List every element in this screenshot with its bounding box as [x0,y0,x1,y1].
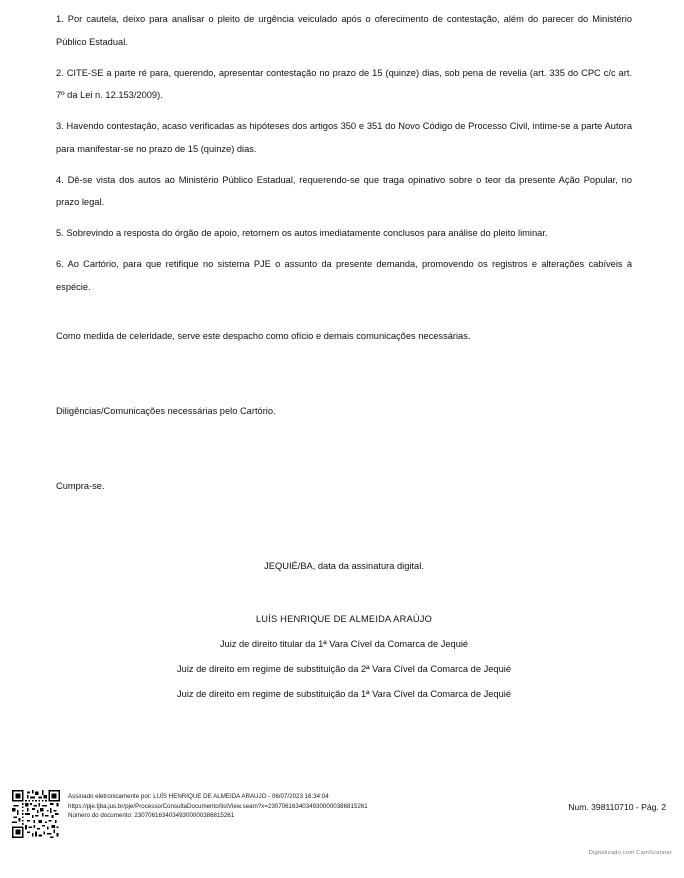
paragraph-3: 3. Havendo contestação, acaso verificadas as hipóteses dos artigos 350 e 351 do Novo Código de Processo Civil, intime-se a parte Autora para manifestar-se no prazo de 15 (quinze) dias. [56,121,632,154]
notice-celeridade: Como medida de celeridade, serve este despacho como ofício e demais comunicações necessárias. [56,331,471,341]
qr-code-icon [12,790,60,838]
paragraph-1: 1. Por cautela, deixo para analisar o pleito de urgência veiculado após o oferecimento de contestação, além do parecer do Ministério Público Estadual. [56,14,632,47]
paragraph-4: 4. Dê-se vista dos autos ao Ministério Público Estadual, requerendo-se que traga opinativo sobre o teor da presente Ação Popular, no prazo legal. [56,174,632,207]
paragraph-2: 2. CITE-SE a parte ré para, querendo, apresentar contestação no prazo de 15 (quinze) dias, sob pena de revelia (art. 335 do CPC c/c art. 7º da Lei n. 12.153/2009). [56,67,632,100]
notice-diligencias-block [56,404,632,418]
notice-cumprase-block [56,479,632,493]
footer-url[interactable]: https://pje.tjba.jus.br/pje/Processo/ConsultaDocumento/listView.seam?x=23070616340349300000386815261 [68,802,368,810]
signature-role-1: Juiz de direito titular da 1ª Vara Cível da Comarca de Jequié [219,639,469,649]
signature-role-3: Juiz de direito em regime de substituição da 1ª Vara Cível da Comarca de Jequié [177,689,511,699]
page-footer [0,790,684,878]
notice-diligencias: Diligências/Comunicações necessárias pelo Cartório. [56,406,276,416]
paragraph-5: 5. Sobrevindo a resposta do órgão de apoio, retornem os autos imediatamente conclusos para análise do pleito liminar. [56,228,548,238]
scanner-watermark: Digitalizado com CamScanner [588,850,672,856]
footer-page-number: Num. 398110710 - Pág. 2 [568,802,666,812]
place-date: JEQUIÉ/BA, data da assinatura digital. [264,561,424,571]
signature-block [56,607,632,707]
footer-signed-by: Assinado eletronicamente por: LUÍS HENRIQUE DE ALMEIDA ARAUJO - 06/07/2023 16:34:04 [68,793,329,800]
place-date-block [56,554,632,579]
notice-celeridade-block [56,329,632,343]
document-body [56,8,632,298]
notice-cumprase: Cumpra-se. [56,481,105,491]
footer-signature-info [68,792,498,821]
paragraph-6: 6. Ao Cartório, para que retifique no sistema PJE o assunto da presente demanda, promovendo os registros e alterações cabíveis à espécie. [56,259,632,292]
footer-document-number: Número do documento: 23070616340349300000386815261 [68,812,235,820]
signature-role-2: Juiz de direito em regime de substituição da 2ª Vara Cível da Comarca de Jequié [177,664,511,674]
signature-name: LUÍS HENRIQUE DE ALMEIDA ARAÚJO [255,614,433,624]
